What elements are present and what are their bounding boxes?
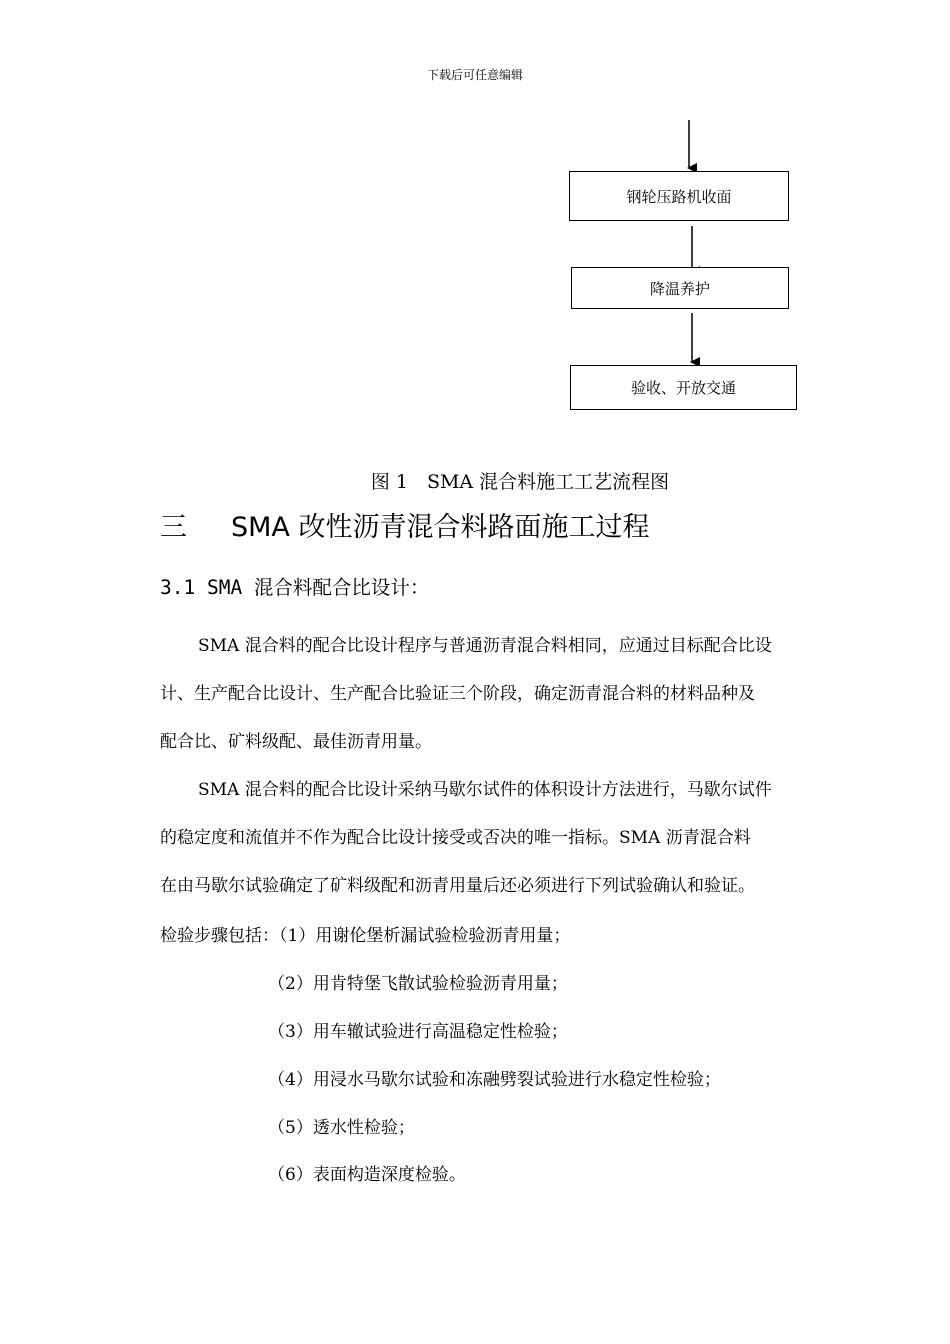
figure-caption: 图 1 SMA 混合料施工工艺流程图 <box>370 471 670 493</box>
subsection-heading: 3.1 SMA 混合料配合比设计： <box>160 576 430 599</box>
paragraph-line: 计、生产配合比设计、生产配合比验证三个阶段，确定沥青混合料的材料品种及 <box>160 684 755 704</box>
tests-intro: 检验步骤包括：（1）用谢伦堡析漏试验检验沥青用量； <box>160 926 571 946</box>
test-item: （6）表面构造深度检验。 <box>268 1165 466 1185</box>
paragraph-line: SMA 混合料的配合比设计程序与普通沥青混合料相同，应通过目标配合比设 <box>198 636 772 656</box>
test-item: （5）透水性检验； <box>268 1118 415 1138</box>
paragraph-line: SMA 混合料的配合比设计采纳马歇尔试件的体积设计方法进行，马歇尔试件 <box>198 780 772 800</box>
test-item: （3）用车辙试验进行高温稳定性检验； <box>268 1022 568 1042</box>
test-item: （4）用浸水马歇尔试验和冻融劈裂试验进行水稳定性检验； <box>268 1070 721 1090</box>
paragraph-1 <box>160 622 840 766</box>
paragraph-line: 的稳定度和流值并不作为配合比设计接受或否决的唯一指标。SMA 沥青混合料 <box>160 828 751 848</box>
test-item: （2）用肯特堡飞散试验检验沥青用量； <box>268 974 568 994</box>
page-header: 下载后可任意编辑 <box>426 68 523 82</box>
section-number: 三 <box>160 512 187 543</box>
flow-step-compaction <box>569 171 789 221</box>
section-heading <box>160 505 650 544</box>
flowchart-arrows <box>0 0 950 440</box>
paragraph-line: 配合比、矿料级配、最佳沥青用量。 <box>160 732 432 752</box>
section-title: SMA 改性沥青混合料路面施工过程 <box>231 512 650 543</box>
flow-step-acceptance <box>570 365 797 410</box>
flow-step-label: 钢轮压路机收面 <box>626 187 732 206</box>
paragraph-line: 在由马歇尔试验确定了矿料级配和沥青用量后还必须进行下列试验确认和验证。 <box>160 876 755 896</box>
flow-step-label: 验收、开放交通 <box>630 379 736 397</box>
flow-step-label: 降温养护 <box>649 279 710 298</box>
flow-step-cooling <box>571 267 789 309</box>
paragraph-2 <box>160 766 840 910</box>
